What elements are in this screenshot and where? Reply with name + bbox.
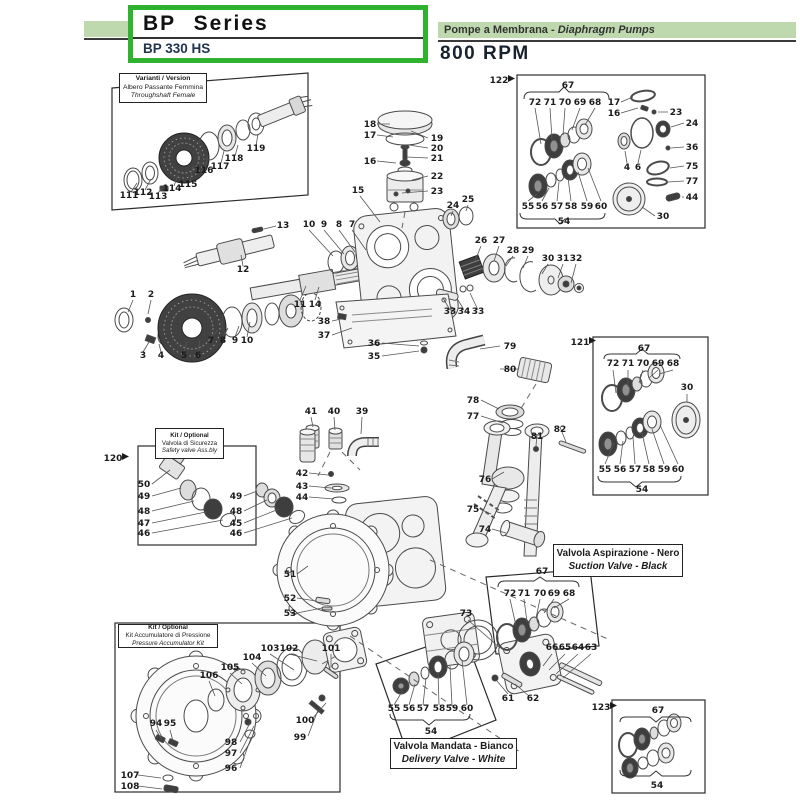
part-callout-10: 10: [302, 220, 316, 230]
part-callout-53: 53: [283, 609, 297, 619]
part-callout-57: 57: [416, 704, 430, 714]
part-callout-34: 34: [457, 307, 471, 317]
part-callout-7: 7: [348, 220, 356, 230]
part-callout-119: 119: [246, 144, 266, 154]
safety-kit-line-en: Safety valve Ass.bly: [161, 447, 218, 455]
part-callout-54: 54: [635, 485, 649, 495]
part-callout-66: 66: [545, 643, 559, 653]
part-callout-64: 64: [571, 643, 585, 653]
part-callout-58: 58: [432, 704, 446, 714]
part-callout-46: 46: [229, 529, 243, 539]
part-callout-102: 102: [279, 644, 299, 654]
part-callout-123: 123: [591, 703, 611, 713]
part-callout-72: 72: [528, 98, 542, 108]
part-callout-76: 76: [478, 475, 492, 485]
part-callout-50: 50: [137, 480, 151, 490]
part-callout-30: 30: [680, 383, 694, 393]
part-callout-101: 101: [321, 644, 341, 654]
variants-line-it: Albero Passante Femmina: [122, 83, 204, 91]
part-callout-55: 55: [521, 202, 535, 212]
part-callout-67: 67: [637, 344, 651, 354]
part-callout-4: 4: [623, 163, 631, 173]
part-callout-69: 69: [547, 589, 561, 599]
part-callout-8: 8: [335, 220, 343, 230]
part-callout-46: 46: [137, 529, 151, 539]
part-callout-80: 80: [503, 365, 517, 375]
part-callout-68: 68: [562, 589, 576, 599]
part-callout-103: 103: [260, 644, 280, 654]
banner-text-it: Pompe a Membrana -: [444, 24, 558, 36]
part-callout-63: 63: [584, 643, 598, 653]
part-callout-111: 111: [119, 191, 139, 201]
head-and-fittings-drawing: [273, 425, 447, 630]
accumulator-kit-title: Kit / Optional: [148, 624, 188, 631]
part-callout-61: 61: [501, 694, 515, 704]
series-title: BP Series: [133, 10, 423, 39]
part-callout-2: 2: [147, 290, 155, 300]
part-callout-49: 49: [229, 492, 243, 502]
part-callout-57: 57: [628, 465, 642, 475]
part-callout-67: 67: [561, 81, 575, 91]
part-callout-49: 49: [137, 492, 151, 502]
part-callout-25: 25: [461, 195, 475, 205]
part-callout-42: 42: [295, 469, 309, 479]
variants-title: Varianti / Version: [135, 75, 191, 83]
part-callout-116: 116: [194, 166, 214, 176]
delivery-valve-line-en: Delivery Valve - White: [401, 753, 506, 765]
part-callout-23: 23: [669, 108, 683, 118]
part-callout-115: 115: [178, 180, 198, 190]
part-callout-67: 67: [651, 706, 665, 716]
part-callout-21: 21: [430, 154, 444, 164]
part-callout-55: 55: [387, 704, 401, 714]
variants-label-box: [119, 73, 207, 103]
part-callout-81: 81: [530, 432, 544, 442]
manifold-drawing: [449, 340, 586, 556]
part-callout-120: 120: [103, 454, 123, 464]
part-callout-97: 97: [224, 749, 238, 759]
accumulator-kit-label-box: [118, 624, 218, 648]
part-callout-58: 58: [564, 202, 578, 212]
part-callout-96: 96: [224, 764, 238, 774]
part-callout-114: 114: [162, 184, 182, 194]
part-callout-15: 15: [351, 186, 365, 196]
part-callout-71: 71: [517, 589, 531, 599]
part-callout-54: 54: [650, 781, 664, 791]
part-callout-99: 99: [293, 733, 307, 743]
part-callout-9: 9: [320, 220, 328, 230]
part-callout-59: 59: [445, 704, 459, 714]
part-callout-56: 56: [613, 465, 627, 475]
part-callout-70: 70: [558, 98, 572, 108]
part-callout-75: 75: [466, 505, 480, 515]
part-callout-108: 108: [120, 782, 140, 792]
part-callout-5: 5: [180, 351, 188, 361]
part-callout-36: 36: [685, 143, 699, 153]
part-callout-31: 31: [556, 254, 570, 264]
part-callout-52: 52: [283, 594, 297, 604]
part-callout-6: 6: [194, 351, 202, 361]
part-callout-33: 33: [443, 307, 457, 317]
part-callout-44: 44: [685, 193, 699, 203]
part-callout-77: 77: [685, 177, 699, 187]
part-callout-1: 1: [129, 290, 137, 300]
safety-kit-title: Kit / Optional: [170, 431, 209, 439]
part-callout-30: 30: [541, 254, 555, 264]
rpm-label: 800 RPM: [440, 43, 530, 64]
part-callout-16: 16: [607, 109, 621, 119]
part-callout-98: 98: [224, 738, 238, 748]
part-callout-45: 45: [229, 519, 243, 529]
part-callout-78: 78: [466, 396, 480, 406]
part-callout-59: 59: [580, 202, 594, 212]
part-callout-35: 35: [367, 352, 381, 362]
part-callout-60: 60: [594, 202, 608, 212]
part-callout-121: 121: [570, 338, 590, 348]
part-callout-55: 55: [598, 465, 612, 475]
part-callout-118: 118: [224, 154, 244, 164]
part-callout-77: 77: [466, 412, 480, 422]
part-callout-37: 37: [317, 331, 331, 341]
part-callout-48: 48: [137, 507, 151, 517]
part-callout-9: 9: [231, 336, 239, 346]
part-callout-57: 57: [550, 202, 564, 212]
part-callout-70: 70: [636, 359, 650, 369]
part-callout-54: 54: [424, 727, 438, 737]
suction-valve-line-en: Suction Valve - Black: [568, 560, 668, 572]
part-callout-72: 72: [606, 359, 620, 369]
part-callout-117: 117: [210, 162, 230, 172]
safety-kit-line-it: Valvola di Sicurezza: [161, 439, 218, 447]
part-callout-18: 18: [363, 120, 377, 130]
part-callout-60: 60: [671, 465, 685, 475]
part-callout-17: 17: [363, 131, 377, 141]
part-callout-62: 62: [526, 694, 540, 704]
part-callout-30: 30: [656, 212, 670, 222]
part-callout-79: 79: [503, 342, 517, 352]
part-callout-6: 6: [634, 163, 642, 173]
part-callout-22: 22: [430, 172, 444, 182]
part-callout-44: 44: [295, 493, 309, 503]
part-callout-27: 27: [492, 236, 506, 246]
suction-valve-label-box: [553, 544, 683, 577]
part-callout-69: 69: [573, 98, 587, 108]
part-callout-48: 48: [229, 507, 243, 517]
part-callout-43: 43: [295, 482, 309, 492]
part-callout-71: 71: [621, 359, 635, 369]
delivery-valve-label-box: [390, 738, 517, 769]
variants-line-en: Throughshaft Female: [130, 92, 196, 100]
part-callout-56: 56: [535, 202, 549, 212]
delivery-valve-line-it: Valvola Mandata - Bianco: [393, 741, 514, 752]
part-callout-32: 32: [569, 254, 583, 264]
part-callout-13: 13: [276, 221, 290, 231]
accumulator-kit-line-it: Kit Accumulatore di Pressione: [125, 632, 211, 639]
part-callout-3: 3: [139, 351, 147, 361]
variants-parts-drawing: [124, 92, 314, 192]
part-callout-74: 74: [478, 525, 492, 535]
part-callout-122: 122: [489, 76, 509, 86]
part-callout-7: 7: [207, 336, 215, 346]
callout-arrow-122: [508, 75, 515, 82]
part-callout-70: 70: [533, 589, 547, 599]
part-callout-94: 94: [149, 719, 163, 729]
safety-kit-label-box: [155, 428, 224, 459]
part-callout-38: 38: [317, 317, 331, 327]
part-callout-56: 56: [402, 704, 416, 714]
part-callout-106: 106: [199, 671, 219, 681]
part-callout-10: 10: [240, 336, 254, 346]
part-callout-51: 51: [283, 570, 297, 580]
part-callout-100: 100: [295, 716, 315, 726]
part-callout-29: 29: [521, 246, 535, 256]
callout-arrow-123: [610, 702, 617, 709]
part-callout-60: 60: [460, 704, 474, 714]
part-callout-11: 11: [293, 300, 307, 310]
part-callout-73: 73: [459, 609, 473, 619]
part-callout-12: 12: [236, 265, 250, 275]
part-callout-58: 58: [642, 465, 656, 475]
part-callout-47: 47: [137, 519, 151, 529]
part-callout-68: 68: [588, 98, 602, 108]
part-callout-23: 23: [430, 187, 444, 197]
part-callout-24: 24: [685, 119, 699, 129]
part-callout-4: 4: [157, 351, 165, 361]
part-callout-16: 16: [363, 157, 377, 167]
part-callout-113: 113: [148, 192, 168, 202]
part-callout-54: 54: [557, 217, 571, 227]
part-callout-39: 39: [355, 407, 369, 417]
part-callout-75: 75: [685, 162, 699, 172]
part-callout-104: 104: [242, 653, 262, 663]
accumulator-kit-line-en: Pressure Accumulator Kit: [132, 640, 204, 647]
part-callout-68: 68: [666, 359, 680, 369]
callout-arrow-120: [122, 453, 129, 460]
part-callout-59: 59: [657, 465, 671, 475]
part-callout-8: 8: [219, 336, 227, 346]
part-callout-28: 28: [506, 246, 520, 256]
part-callout-71: 71: [543, 98, 557, 108]
suction-valve-line-it: Valvola Aspirazione - Nero: [556, 548, 680, 560]
part-callout-67: 67: [535, 567, 549, 577]
part-callout-17: 17: [607, 98, 621, 108]
kit-123-parts-drawing: [619, 714, 681, 778]
part-callout-36: 36: [367, 339, 381, 349]
part-callout-26: 26: [474, 236, 488, 246]
part-callout-40: 40: [327, 407, 341, 417]
part-callout-82: 82: [553, 425, 567, 435]
part-callout-24: 24: [446, 201, 460, 211]
part-callout-19: 19: [430, 134, 444, 144]
part-callout-105: 105: [220, 663, 240, 673]
part-callout-20: 20: [430, 144, 444, 154]
part-callout-95: 95: [163, 719, 177, 729]
part-callout-69: 69: [651, 359, 665, 369]
model-name: BP 330 HS: [143, 41, 211, 56]
part-callout-72: 72: [503, 589, 517, 599]
part-callout-33: 33: [471, 307, 485, 317]
part-callout-107: 107: [120, 771, 140, 781]
part-callout-112: 112: [133, 188, 153, 198]
part-callout-14: 14: [308, 300, 322, 310]
part-callout-41: 41: [304, 407, 318, 417]
part-callout-65: 65: [558, 643, 572, 653]
banner-text-en: Diaphragm Pumps: [557, 24, 655, 36]
